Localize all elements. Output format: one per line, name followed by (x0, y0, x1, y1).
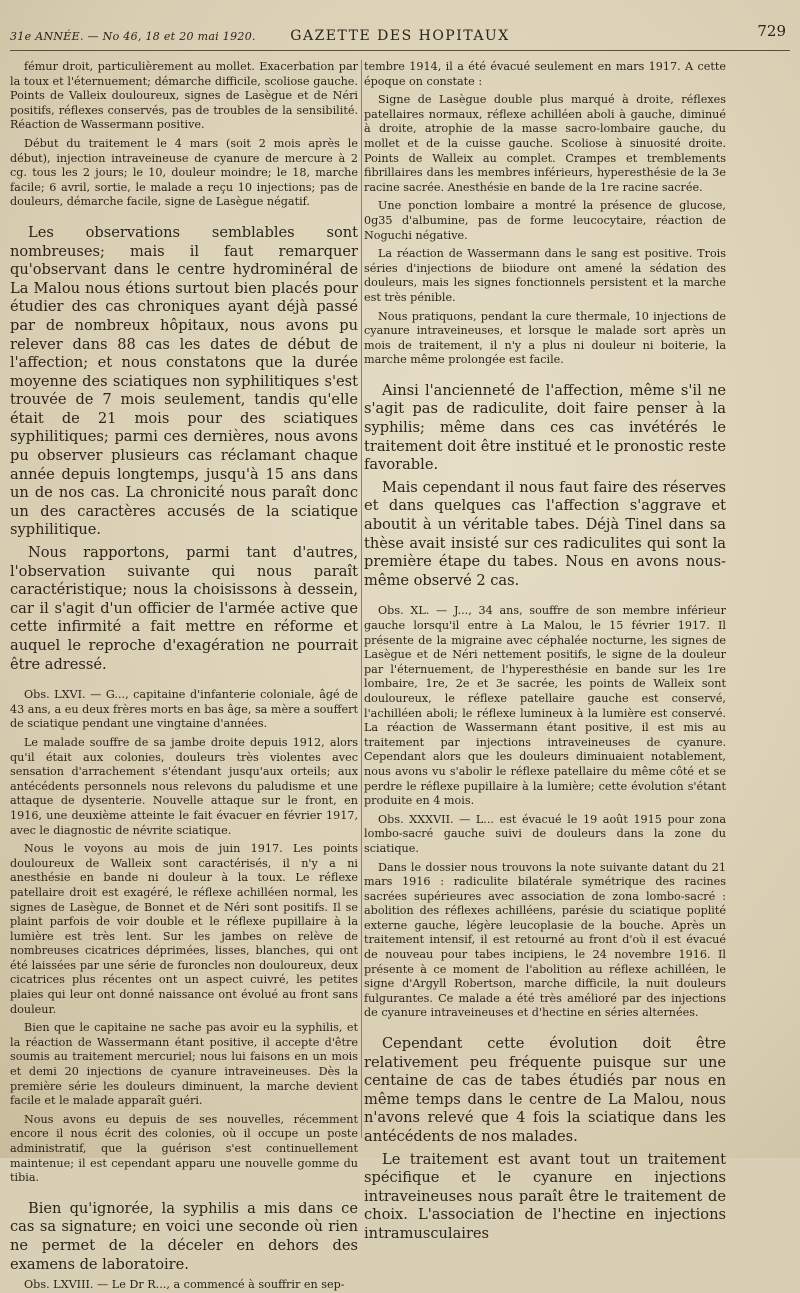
observation-paragraph: Dans le dossier nous trouvons la note suivante datant du 21 mars 1916 : radiculite bilatérale symétrique des racines sacrées supérieures avec association de zona lombo-sacré : abolition des réflexes achilléens, parésie du sciatique poplité externe gauche, légère leucoplasie de la bouche. Après un traitement intensif, il est retourné au front d'où il est évacué de nouveau pour tabes incipiens, le 24 novembre 1916. Il présente à ce moment de l'abolition au réflexe achilléen, le signe d'Argyll Robertson, marche difficile, la nuit douleurs fulgurantes. Ce malade a été très amélioré par des injections de cyanure intraveineuses et d'hectine en séries alternées. (364, 860, 726, 1020)
observation-paragraph: La réaction de Wassermann dans le sang est positive. Trois séries d'injections de biiodure ont amené la sédation des douleurs, mais les signes fonctionnels persistent et la marche est très pénible. (364, 247, 726, 304)
body-paragraph: Cependant cette évolution doit être relativement peu fréquente puisque sur une centaine de cas de tabes étudiés par nous en même temps dans le centre de La Malou, nous n'avons relevé que 4 fois la sciatique dans les antécédents de nos malades. (364, 1035, 726, 1145)
column-divider (361, 60, 362, 1138)
observation-paragraph: Le malade souffre de sa jambe droite depuis 1912, alors qu'il était aux colonies, douleurs très violentes avec sensation d'arrachement s'étendant jusqu'aux orteils; aux antécédents personnels nous relevons du paludisme et une attaque de dysenterie. Nouvelle attaque sur le front, en 1916, une deuxième atteinte le fait évacuer en février 1917, avec le diagnostic de névrite sciatique. (10, 735, 358, 837)
observation-paragraph: Signe de Lasègue double plus marqué à droite, réflexes patellaires normaux, réflexe achilléen aboli à gauche, diminué à droite, atrophie de la masse sacro-lombaire gauche, du mollet et de la cuisse gauche. Scoliose à sinuosité droite. Points de Walleix au complet. Crampes et tremblements fibrillaires dans les membres inférieurs, hyperesthésie de la 3e racine sacrée. Anesthésie en bande de la 1re racine sacrée. (364, 93, 726, 194)
body-paragraph: Bien qu'ignorée, la syphilis a mis dans ce cas sa signature; en voici une seconde où rien ne permet de la déceler en dehors des examens de laboratoire. (10, 1199, 358, 1273)
observation-paragraph: Une ponction lombaire a montré la présence de glucose, 0g35 d'albumine, pas de forme leucocytaire, réaction de Noguchi négative. (364, 199, 726, 242)
observation-paragraph: Bien que le capitaine ne sache pas avoir eu la syphilis, et la réaction de Wassermann étant positive, il accepte d'être soumis au traitement mercuriel; nous lui faisons en un mois et demi 20 injections de cyanure intraveineuses. Dès la première série les douleurs diminuent, la marche devient facile et le malade apparaît guéri. (10, 1021, 358, 1108)
observation-paragraph: tembre 1914, il a été évacué seulement en mars 1917. A cette époque on constate : (364, 60, 726, 88)
paragraph-gap (10, 678, 358, 688)
observation-paragraph: Nous le voyons au mois de juin 1917. Les points douloureux de Walleix sont caractérisés, il n'y a ni anesthésie en bande ni douleur à la toux. Le réflexe patellaire droit est exagéré, le réflexe achilléen normal, les signes de Lasègue, de Bonnet et de Néri sont positifs. Il se plaint parfois de voir double et le réflexe pupillaire à la lumière est très lent. Sur les jambes on relève de nombreuses cicatrices déprimées, lisses, blanches, qui ont été laissées par une série de furoncles non douloureux, deux cicatrices plus récentes ont un aspect cuivré, les petites plaies qui leur ont donné naissance ont évolué au front sans douleur. (10, 842, 358, 1016)
observation-paragraph: Obs. LXVIII. — Le Dr R..., a commencé à souffrir en sep- (24, 1278, 345, 1292)
right-column (364, 60, 726, 1242)
paragraph-gap (10, 214, 358, 224)
body-paragraph: Le traitement est avant tout un traitement spécifique et le cyanure en injections intraveineuses nous paraît être le traitement de choix. L'association de l'hectine en injections intramusculaires (364, 1150, 726, 1242)
page-header (10, 22, 790, 51)
body-paragraph: Les observations semblables sont nombreuses; mais il faut remarquer qu'observant dans le centre hydrominéral de La Malou nous étions surtout bien placés pour étudier des cas chroniques ayant déjà passé par de nombreux hôpitaux, nous avons pu relever dans 88 cas les dates de début de l'affection; et nous constatons que la durée moyenne des sciatiques non syphilitiques s'est trouvée de 7 mois seulement, tandis qu'elle était de 21 mois pour des sciatiques syphilitiques; parmi ces dernières, nous avons pu observer plusieurs cas réclamant chaque année depuis longtemps, jusqu'à 15 ans dans un de nos cas. La chronicité nous paraît donc un des caractères accusés de la sciatique syphilitique. (10, 223, 358, 539)
body-paragraph: Mais cependant il nous faut faire des réserves et dans quelques cas l'affection s'aggrave et aboutit à un véritable tabes. Déjà Tinel dans sa thèse avait insisté sur ces radiculites qui sont la première étape du tabes. Nous en avons nous-même observé 2 cas. (364, 478, 726, 589)
observation-paragraph: fémur droit, particulièrement au mollet. Exacerbation par la toux et l'éternuement; démarche difficile, scoliose gauche. Points de Valleix douloureux, signes de Lasègue et de Néri positifs, réflexes conservés, pas de troubles de la sensibilité. Réaction de Wassermann positive. (10, 60, 358, 132)
left-column (10, 60, 358, 1292)
body-paragraph: Nous rapportons, parmi tant d'autres, l'observation suivante qui nous paraît caractéristique; nous la choisissons à dessein, car il s'agit d'un officier de l'armée active que cette infirmité a fait mettre en réforme et auquel le reproche d'exagération ne pourrait être adressé. (10, 544, 358, 673)
issue-info: 31e ANNÉE. — No 46, 18 et 20 mai 1920. (10, 30, 256, 43)
observation-paragraph: Obs. LXVI. — G..., capitaine d'infanterie coloniale, âgé de 43 ans, a eu deux frères morts en bas âge, sa mère a souffert de sciatique pendant une vingtaine d'années. (10, 688, 358, 731)
paragraph-gap (364, 594, 726, 604)
paragraph-gap (10, 1190, 358, 1200)
observation-paragraph: Obs. XXXVII. — L... est évacué le 19 août 1915 pour zona lombo-sacré gauche suivi de douleurs dans la zone du sciatique. (364, 812, 726, 855)
paragraph-gap (364, 372, 726, 382)
observation-paragraph: Obs. XL. — J..., 34 ans, souffre de son membre inférieur gauche lorsqu'il entre à La Malou, le 15 février 1917. Il présente de la migraine avec céphalée nocturne, les signes de Lasègue et de Néri nettement positifs, le signe de la douleur par l'éternuement, de l'hyperesthésie en bande sur les 1re lombaire, 1re, 2e et 3e sacrée, les points de Walleix sont douloureux, le réflexe patellaire gauche est conservé, l'achilléen aboli; le réflexe lumineux à la lumière est conservé. La réaction de Wassermann étant positive, il est mis au traitement par injections intraveineuses de cyanure. Cependant alors que les douleurs diminuaient notablement, nous avons vu s'abolir le réflexe patellaire du même côté et se perdre le réflexe pupillaire à la lumière; cette évolution s'étant produite en 4 mois. (364, 604, 726, 808)
paragraph-gap (364, 1025, 726, 1035)
journal-title: GAZETTE DES HOPITAUX (290, 28, 510, 44)
observation-paragraph: Début du traitement le 4 mars (soit 2 mois après le début), injection intraveineuse de cyanure de mercure à 2 cg. tous les 2 jours; le 10, douleur moindre; le 18, marche facile; 6 avril, sortie, le malade a reçu 10 injections; pas de douleurs, démarche facile, signe de Lasègue négatif. (10, 136, 358, 209)
observation-paragraph: Nous avons eu depuis de ses nouvelles, récemment encore il nous écrit des colonies, où il occupe un poste administratif, que la guérison s'est continuellement maintenue; il est cependant apparu une nouvelle gomme du tibia. (10, 1112, 358, 1185)
page-number: 729 (757, 22, 786, 40)
observation-paragraph: Nous pratiquons, pendant la cure thermale, 10 injections de cyanure intraveineuses, et lorsque le malade sort après un mois de traitement, il n'y a plus ni douleur ni boiterie, la marche même prolongée est facile. (364, 309, 726, 367)
body-paragraph: Ainsi l'ancienneté de l'affection, même s'il ne s'agit pas de radiculite, doit faire penser à la syphilis; même dans ces cas invétérés le traitement doit être institué et le pronostic reste favorable. (364, 381, 726, 474)
